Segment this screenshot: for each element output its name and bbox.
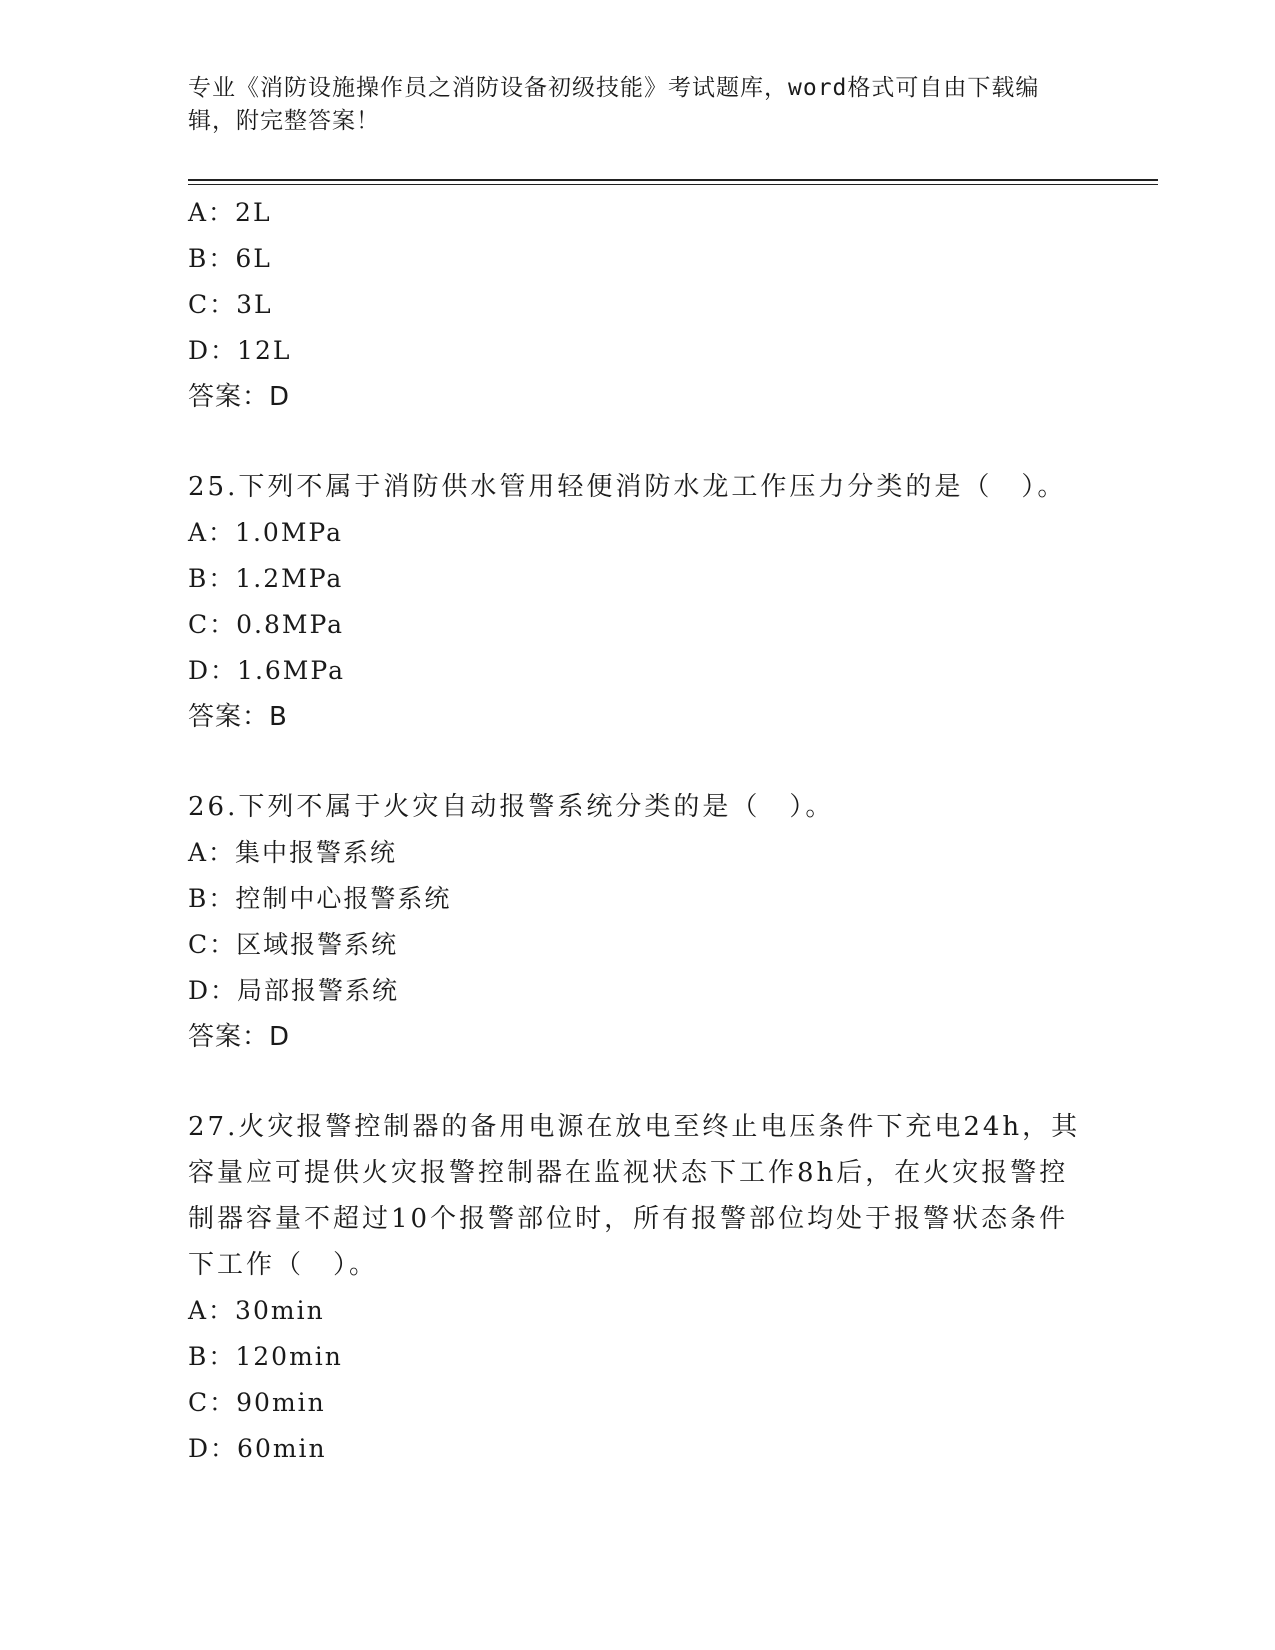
- option-c: C：3L: [188, 290, 273, 319]
- option-c: C：区域报警系统: [188, 930, 399, 959]
- answer: 答案：D: [188, 382, 291, 412]
- question-25: [188, 464, 1088, 740]
- option-d: D：12L: [188, 336, 292, 365]
- option-b: B：1.2MPa: [188, 564, 344, 593]
- question-stem: 27.火灾报警控制器的备用电源在放电至终止电压条件下充电24h，其容量应可提供火灾报警控制器在监视状态下工作8h后，在火灾报警控制器容量不超过10个报警部位时，所有报警部位均处于报警状态条件下工作（ ）。: [188, 1112, 1081, 1280]
- option-a: A：2L: [188, 198, 272, 227]
- header-rule-thick: [188, 179, 1158, 181]
- question-list: [188, 190, 1088, 1472]
- option-a: A：集中报警系统: [188, 838, 398, 867]
- option-d: D：局部报警系统: [188, 976, 400, 1005]
- option-c: C：90min: [188, 1388, 326, 1417]
- option-a: A：1.0MPa: [188, 518, 344, 547]
- option-b: B：控制中心报警系统: [188, 884, 452, 913]
- option-d: D：60min: [188, 1434, 327, 1463]
- question-24-tail: [188, 190, 1088, 420]
- question-stem: 26.下列不属于火灾自动报警系统分类的是（ ）。: [188, 792, 835, 822]
- header-rule-thin: [188, 184, 1158, 185]
- question-stem: 25.下列不属于消防供水管用轻便消防水龙工作压力分类的是（ ）。: [188, 472, 1067, 502]
- option-b: B：120min: [188, 1342, 343, 1371]
- question-27: [188, 1104, 1088, 1472]
- answer: 答案：B: [188, 702, 288, 732]
- option-c: C：0.8MPa: [188, 610, 345, 639]
- question-26: [188, 784, 1088, 1060]
- option-a: A：30min: [188, 1296, 325, 1325]
- option-d: D：1.6MPa: [188, 656, 346, 685]
- option-b: B：6L: [188, 244, 272, 273]
- answer: 答案：D: [188, 1022, 291, 1052]
- page-header: 专业《消防设施操作员之消防设备初级技能》考试题库，word格式可自由下载编辑，附完整答案！: [188, 75, 1040, 134]
